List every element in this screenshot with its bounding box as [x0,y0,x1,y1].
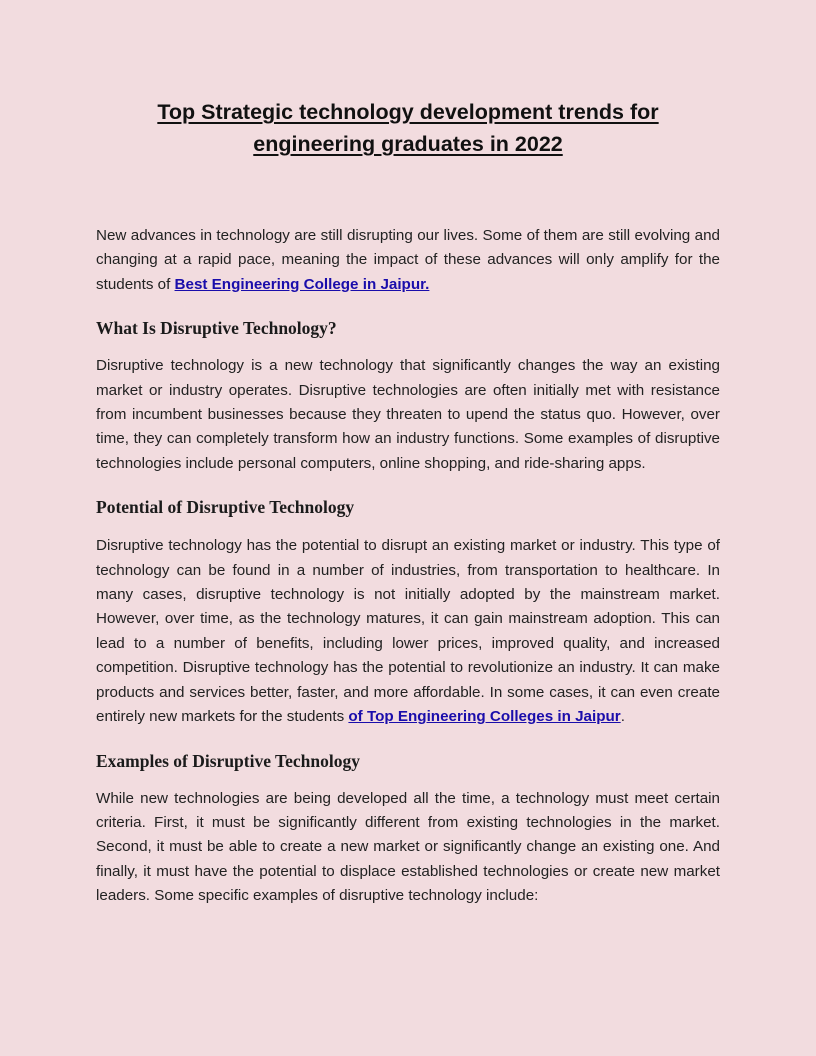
document-title: Top Strategic technology development trends for engineering graduates in 2022 [157,100,659,156]
section-body-examples: While new technologies are being developed all the time, a technology must meet certain criteria. First, it must be significantly different from existing technologies in the market. Second, it must be able to create a new market or significantly change an existing one. And finally, it must have the potential to displace established technologies or create new market leaders. Some specific examples of disruptive technology include: [96,789,720,905]
potential-text-end: . [620,708,625,726]
section-heading-what-is: What Is Disruptive Technology? [96,318,337,339]
best-engineering-college-link[interactable]: Best Engineering College in Jaipur. [174,275,430,293]
section-heading-examples: Examples of Disruptive Technology [96,750,360,771]
intro-text: New advances in technology are still disrupting our lives. Some of them are still evolving and changing at a rapid pace, meaning the impact of these advances will only amplify for the students of [96,227,720,293]
document-body [96,224,720,909]
section-heading-potential: Potential of Disruptive Technology [96,497,355,518]
potential-text: Disruptive technology has the potential to disrupt an existing market or industry. This type of technology can be found in a number of industries, from transportation to healthcare. In many cases, disruptive technology is not initially adopted by the mainstream market. However, over time, as the technology matures, it can gain mainstream adoption. This can lead to a number of benefits, including lower prices, improved quality, and increased competition. Disruptive technology has the potential to revolutionize an industry. It can make products and services better, faster, and more affordable. In some cases, it can even create entirely new markets for the students [96,537,720,726]
section-body-potential [96,534,720,729]
intro-paragraph [96,224,720,297]
top-engineering-colleges-link[interactable]: of Top Engineering Colleges in Jaipur [348,708,621,726]
section-body-what-is: Disruptive technology is a new technology that significantly changes the way an existing market or industry operates. Disruptive technologies are often initially met with resistance from incumbent businesses because they threaten to upend the status quo. However, over time, they can completely transform how an industry functions. Some examples of disruptive technologies include personal computers, online shopping, and ride-sharing apps. [96,357,720,472]
